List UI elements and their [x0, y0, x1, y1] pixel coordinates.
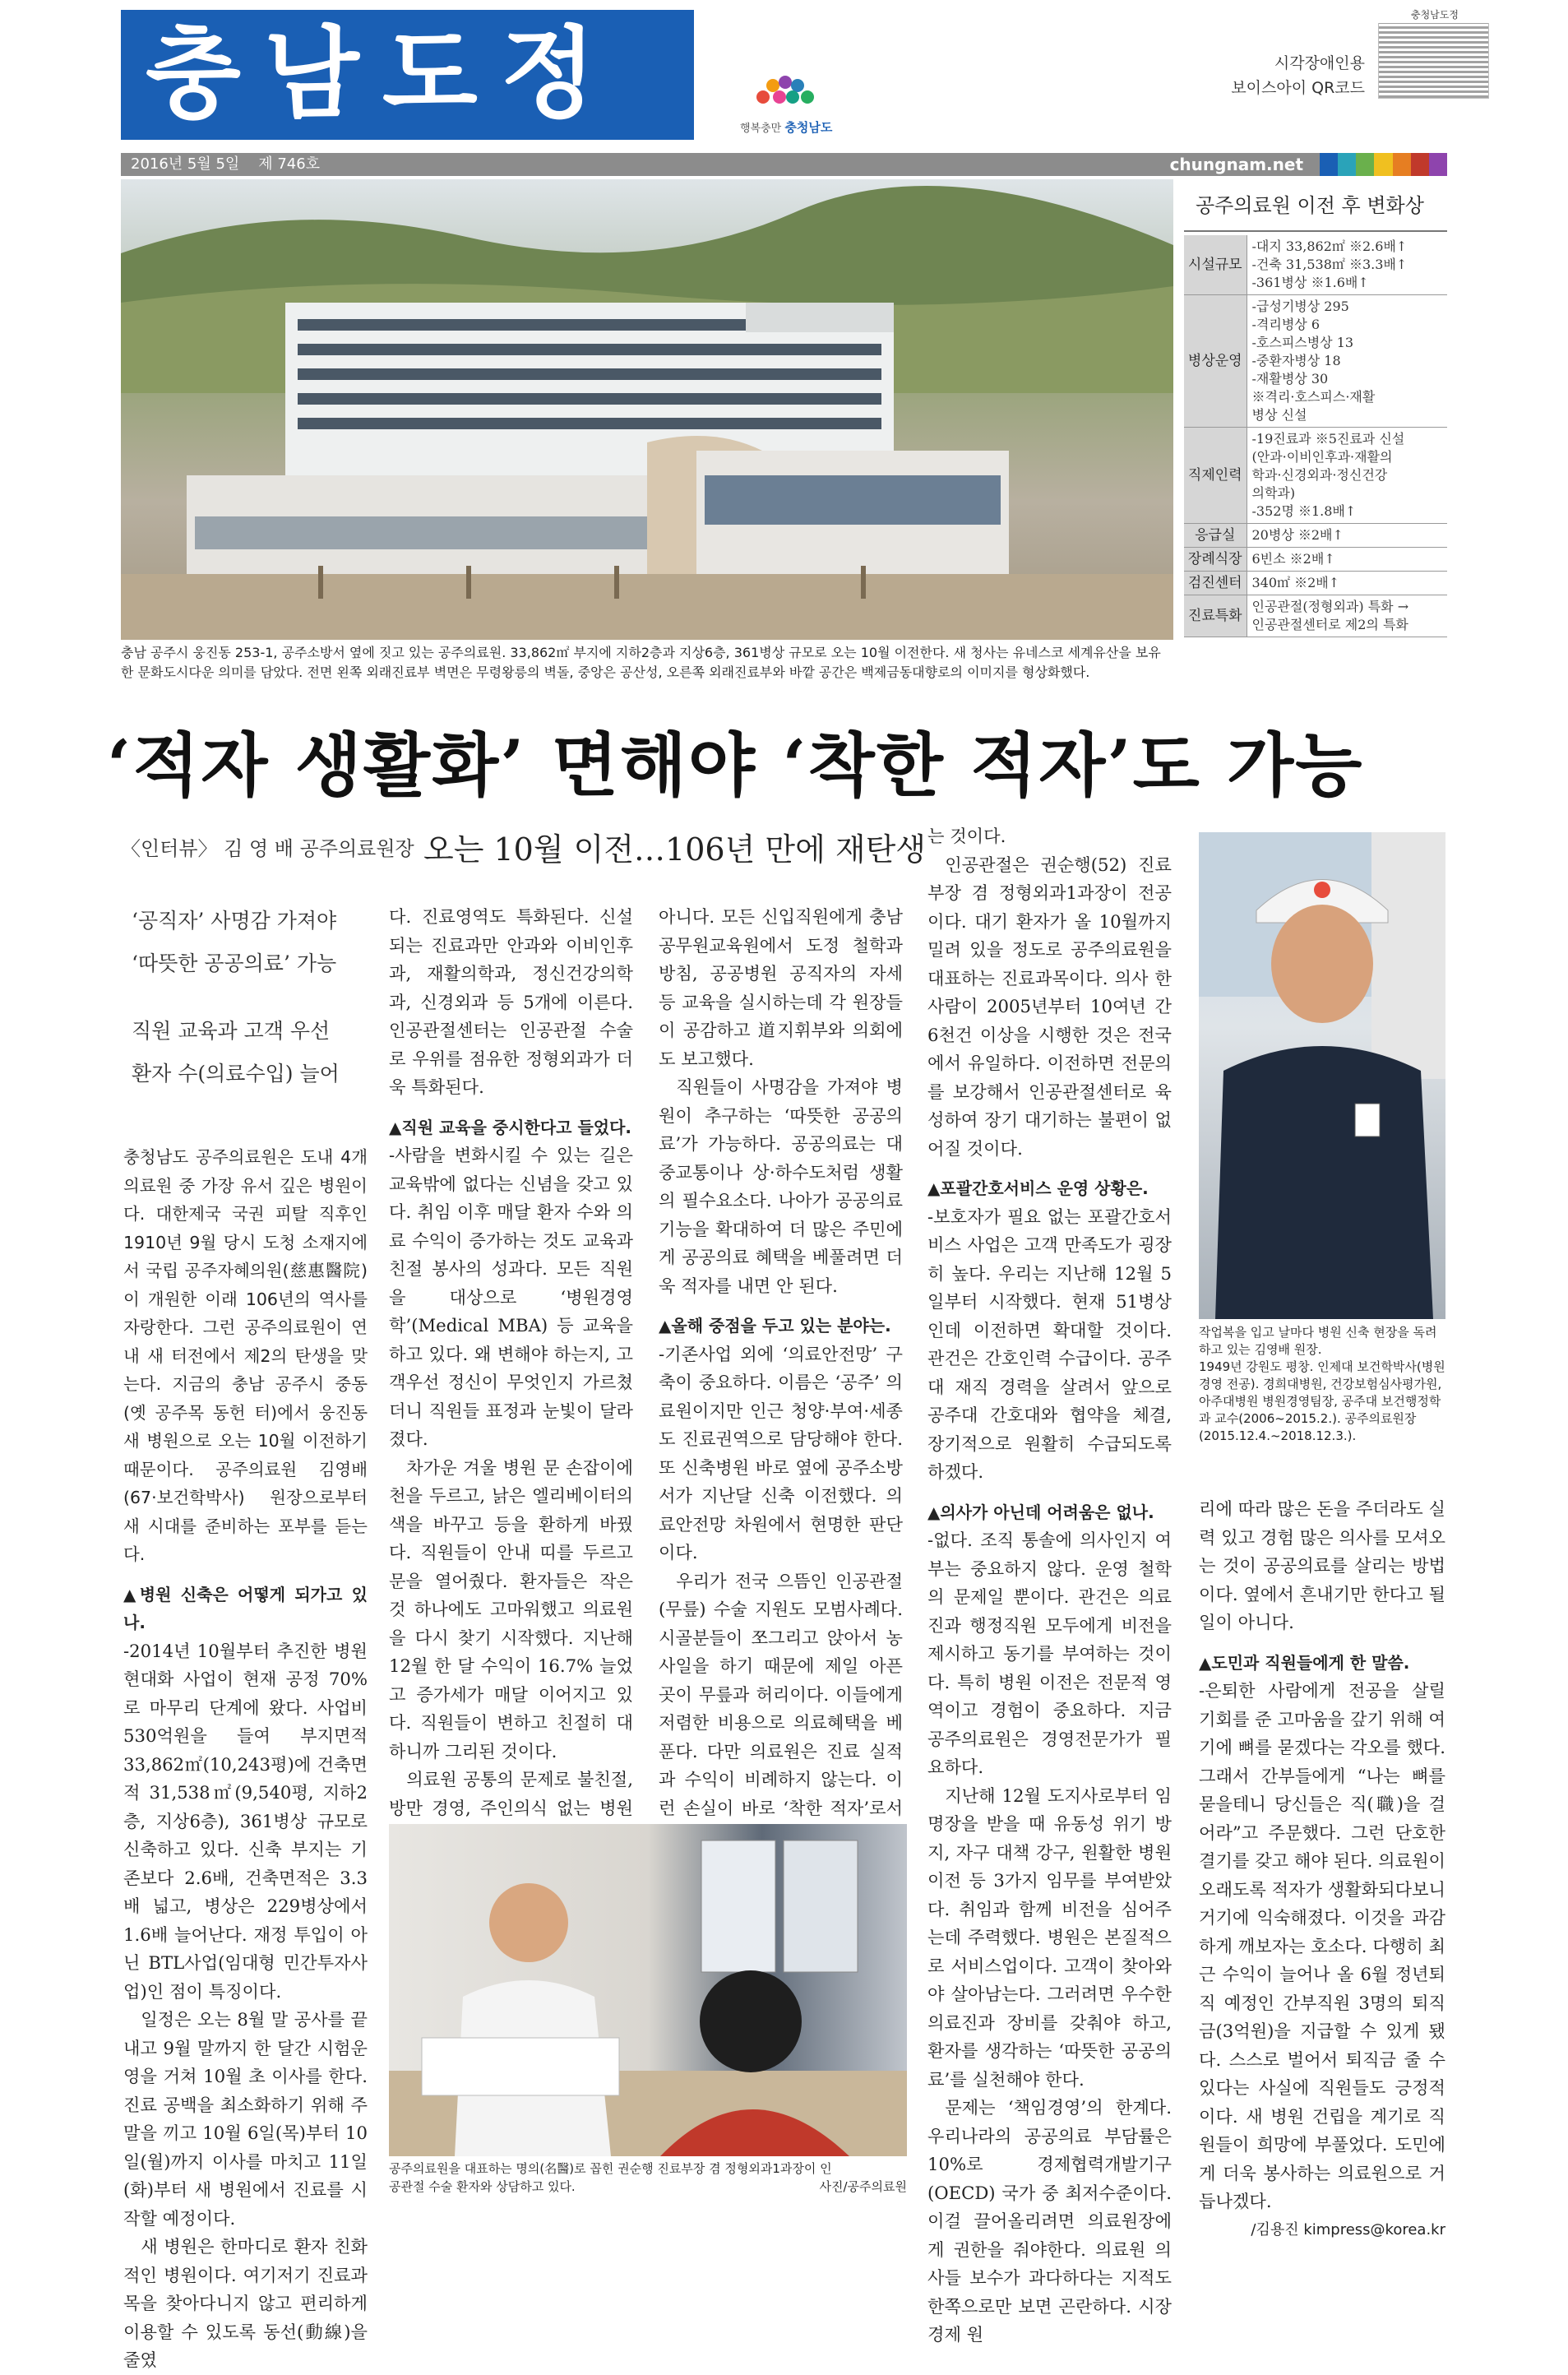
doctor-consultation-photo [389, 1824, 907, 2156]
sidebar-table-row [1184, 235, 1447, 295]
sidebar-table-row [1184, 295, 1447, 428]
sidebar-row-value: -대지 33,862㎡ ※2.6배↑ -건축 31,538㎡ ※3.3배↑ -361병상 ※1.6배↑ [1247, 235, 1447, 295]
article-paragraph: 지난해 12월 도지사로부터 임명장을 받을 때 유동성 위기 방지, 자구 대책 강구, 원활한 병원 이전 등 3가지 임무를 부여받았다. 취임과 함께 비전을 심어주는데 주력했다. 병원은 본질적으로 서비스업이다. 고객이 찾아와야 살아남는다. 그러려면 우수한 의료진과 장비를 갖춰야 하고, 환자를 생각하는 ‘따뜻한 공공의료’를 실천해야 한다. [927, 1785, 1172, 2090]
article-column-5 [1199, 1495, 1445, 2244]
qr-label-line1: 시각장애인용 [1274, 54, 1365, 72]
subheadline: 오는 10월 이전…106년 만에 재탄생 [423, 831, 926, 868]
sidebar-table-row [1184, 572, 1447, 595]
sidebar-row-value: 340㎡ ※2배↑ [1247, 572, 1447, 595]
article-paragraph: 다. 진료영역도 특화된다. 신설되는 진료과만 안과와 이비인후과, 재활의학과, 정신건강의학과, 신경외과 등 5개에 이른다. 인공관절센터는 인공관절 수술로 우위를 점유한 정형외과가 더욱 특화된다. [389, 906, 633, 1097]
sidebar-row-head: 직제인력 [1184, 428, 1247, 524]
sidebar-table-row [1184, 548, 1447, 572]
article-paragraph: 우리가 전국 으뜸인 인공관절(무릎) 수술 지원도 모범사례다. 시골분들이 쪼그리고 앉아서 농사일을 하기 때문에 제일 아픈 곳이 무릎과 허리이다. 이들에게 저렴한 비용으로 의료혜택을 베푼다. 다만 의료원은 진료 실적과 수익이 비례하지 않는다. 이런 손실이 바로 ‘착한 적자’로서 [659, 1570, 903, 1818]
article-paragraph: 는 것이다. [927, 826, 1006, 846]
pull-quote: 직원 교육과 고객 우선 [132, 1019, 331, 1043]
color-swatch [1338, 153, 1356, 176]
tree-logo-icon [756, 76, 814, 113]
pull-quote: ‘공직자’ 사명감 가져야 [132, 909, 337, 933]
interview-answer: -은퇴한 사람에게 전공을 살릴 기회를 준 고마움을 갚기 위해 여기에 뼈를 묻겠다는 각오를 했다. 그래서 간부들에게 “나는 뼈를 묻을테니 당신들은 직(職)을 걸어라”고 주문했다. 그런 단호한 결기를 갖고 해야 된다. 의료원이 오래도록 적자가 생활화되다보니 거기에 익숙해졌다. 이것을 과감하게 깨보자는 호소다. 다행히 최근 수익이 늘어나 올 6월 정년퇴직 예정인 간부직원 3명의 퇴직금(3억원)을 지급할 수 있게 됐다. 스스로 벌어서 퇴직금 줄 수 있다는 사실에 직원들도 긍정적이다. 새 병원 건립을 계기로 직원들이 희망에 부풀었다. 도민에게 더욱 봉사하는 의료원으로 거듭나겠다. [1199, 1680, 1446, 2211]
color-swatch [1374, 153, 1392, 176]
sidebar-table-row [1184, 428, 1447, 524]
sidebar-table-row [1184, 595, 1447, 637]
sidebar-row-value: 20병상 ※2배↑ [1247, 524, 1447, 548]
interview-question: ▲의사가 아닌데 어려움은 없나. [927, 1502, 1154, 1522]
sidebar-row-value: -19진료과 ※5진료과 신설 (안과·이비인후과·재활의 학과·신경외과·정신건강 의학과) -352명 ※1.8배↑ [1247, 428, 1447, 524]
article-paragraph: 아니다. 모든 신입직원에게 충남공무원교육원에서 도정 철학과 방침, 공공병원 공직자의 자세 등 교육을 실시하는데 각 원장들이 공감하고 道지휘부와 의회에도 보고했다. [659, 906, 903, 1069]
inset-photo-caption: 공주의료원을 대표하는 명의(名醫)로 꼽힌 권순행 진료부장 겸 정형외과1과장이 인 공관절 수술 환자와 상담하고 있다. 사진/공주의료원 [389, 2161, 907, 2194]
article-paragraph: 인공관절은 권순행(52) 진료부장 겸 정형외과1과장이 전공이다. 대기 환자가 올 10월까지 밀려 있을 정도로 공주의료원을 대표하는 진료과목이다. 의사 한사람이 2005년부터 10여년 간 6천건 이상을 시행한 것은 전국에서 유일하다. 이전하면 전문의를 보강해서 인공관절센터로 육성하여 장기 대기하는 불편이 없어질 것이다. [927, 854, 1172, 1159]
qr-label-line2: 보이스아이 QR코드 [1231, 79, 1365, 97]
portrait-caption: 작업복을 입고 날마다 병원 신축 현장을 독려하고 있는 김영배 원장. 1949년 강원도 평창. 인제대 보건학박사(병원경영 전공). 경희대병원, 건강보험심사평가원, 아주대병원 병원경영팀장, 공주대 보건행정학과 교수(2006~2015.2.). 공주의료원장(2015.12.4.~2018.12.3.). [1199, 1325, 1445, 1443]
sidebar-row-head: 응급실 [1184, 524, 1247, 548]
masthead-title: 충남도정 [121, 10, 694, 140]
director-portrait-photo [1199, 832, 1445, 1319]
article-paragraph: 새 병원은 한마디로 환자 친화적인 병원이다. 여기저기 진료과목을 찾아다니지 않고 편리하게 이용할 수 있도록 동선(動線)을 줄였 [123, 2236, 368, 2370]
issue-date: 2016년 5월 5일 제 746호 [131, 155, 321, 173]
article-column-1 [123, 1143, 368, 2375]
interview-question: ▲포괄간호서비스 운영 상황은. [927, 1178, 1149, 1198]
interview-answer: -2014년 10월부터 추진한 병원 현대화 사업이 현재 공정 70%로 마무리 단계에 왔다. 사업비 530억원을 들여 부지면적 33,862㎡(10,243평)에 건축면적 31,538㎡(9,540평, 지하2층, 지상6층), 361병상 규모로 신축하고 있다. 신축 부지는 기존보다 2.6배, 건축면적은 3.3배 넓고, 병상은 229병상에서 1.6배 늘어난다. 재정 투입이 아닌 BTL사업(임대형 민간투자사업)인 점이 특징이다. [123, 1640, 368, 2002]
byline: /김용진 kimpress@korea.kr [1251, 2220, 1445, 2238]
sidebar-row-value: 6빈소 ※2배↑ [1247, 548, 1447, 572]
interview-answer: -기존사업 외에 ‘의료안전망’ 구축이 중요하다. 이름은 ‘공주’ 의료원이지만 인근 청양·부여·세종도 진료권역으로 담당해야 한다. 또 신축병원 바로 옆에 공주소방서가 지난달 신축 이전했다. 의료안전망 차원에서 현명한 판단이다. [659, 1343, 903, 1562]
sidebar-table-row [1184, 524, 1447, 548]
color-swatch [1320, 153, 1338, 176]
sidebar-row-head: 진료특화 [1184, 595, 1247, 637]
headline: ‘적자 생활화’ 면해야 ‘착한 적자’도 가능 [107, 725, 1364, 806]
interview-answer: -없다. 조직 통솔에 의사인지 여부는 중요하지 않다. 운영 철학의 문제일 뿐이다. 관건은 의료진과 행정직원 모두에게 비전을 제시하고 동기를 부여하는 것이다. 특히 병원 이전은 전문적 영역이고 경험이 중요하다. 지금 공주의료원은 경영전문가가 필요하다. [927, 1530, 1172, 1777]
article-paragraph: 리에 따라 많은 돈을 주더라도 실력 있고 경험 많은 의사를 모셔오는 것이 공공의료를 살리는 방법이다. 옆에서 흔내기만 한다고 될 일이 아니다. [1199, 1498, 1445, 1632]
interview-question: ▲직원 교육을 중시한다고 들었다. [389, 1117, 632, 1137]
site-url[interactable]: chungnam.net [1169, 155, 1303, 174]
hospital-construction-photo [121, 179, 1173, 640]
color-swatch [1429, 153, 1447, 176]
interview-answer: -사람을 변화시킬 수 있는 길은 교육밖에 없다는 신념을 갖고 있다. 취임 이후 매달 환자 수와 의료 수익이 증가하는 것도 교육과 친절 봉사의 성과다. 모든 직원을 대상으로 ‘병원경영학’(Medical MBA) 등 교육을 하고 있다. 왜 변해야 하는지, 고객우선 정신이 무엇인지 가르쳤더니 직원들 표정과 눈빛이 달라졌다. [389, 1145, 633, 1449]
main-photo-caption: 충남 공주시 웅진동 253-1, 공주소방서 옆에 짓고 있는 공주의료원. 33,862㎡ 부지에 지하2층과 지상6층, 361병상 규모로 오는 10월 이전한다. 새 청사는 유네스코 세계유산을 보유한 문화도시다운 의미를 담았다. 전면 왼쪽 외래진료부 벽면은 무령왕릉의 벽돌, 중앙은 공산성, 오른쪽 외래진료부와 바깥 공간은 백제금동대향로의 이미지를 형상화했다. [121, 645, 1161, 680]
article-column-4 [927, 822, 1172, 2350]
color-swatch [1393, 153, 1411, 176]
article-paragraph: 일정은 오는 8월 말 공사를 끝내고 9월 말까지 한 달간 시험운영을 거쳐 10월 초 이사를 한다. 진료 공백을 최소화하기 위해 주말을 끼고 10월 6일(목)부터 10일(월)까지 이사를 마치고 11일(화)부터 새 병원에서 진료를 시작할 예정이다. [123, 2009, 368, 2229]
sidebar-row-head: 장례식장 [1184, 548, 1247, 572]
article-column-3 [659, 903, 903, 1879]
interview-question: ▲도민과 직원들에게 한 말씀. [1199, 1652, 1410, 1673]
sidebar-row-value: 인공관절(정형외과) 특화 → 인공관절센터로 제2의 특화 [1247, 595, 1447, 637]
sidebar-row-head: 시설규모 [1184, 235, 1247, 295]
qr-label [1135, 51, 1365, 100]
qr-badge: 충청남도정 [1378, 7, 1489, 23]
color-bar [1320, 153, 1447, 176]
logo-slogan: 행복충만 충청남도 [740, 120, 833, 135]
interview-question: ▲병원 신축은 어떻게 되가고 있나. [123, 1584, 368, 1632]
relocation-changes-table [1184, 235, 1447, 637]
article-paragraph: 의료원 공통의 문제로 불친절, 방만 경영, 주인의식 없는 병원 [389, 1769, 633, 1818]
chungnam-logo [740, 76, 833, 141]
pull-quote: 환자 수(의료수입) 늘어 [132, 1062, 340, 1086]
color-swatch [1411, 153, 1429, 176]
dateline-bar [121, 153, 1447, 176]
pull-quote: ‘따뜻한 공공의료’ 가능 [132, 951, 337, 975]
sidebar-row-head: 검진센터 [1184, 572, 1247, 595]
color-swatch [1356, 153, 1374, 176]
sidebar-row-value: -급성기병상 295 -격리병상 6 -호스피스병상 13 -중환자병상 18 -재활병상 30 ※격리·호스피스·재활 병상 신설 [1247, 295, 1447, 428]
article-paragraph: 직원들이 사명감을 가져야 병원이 추구하는 ‘따뜻한 공공의료’가 가능하다. 공공의료는 대중교통이나 상·하수도처럼 생활의 필수요소다. 나아가 공공의료 기능을 확대하여 더 많은 주민에게 공공의료 혜택을 베풀려면 더욱 적자를 내면 안 된다. [659, 1076, 903, 1296]
interview-label: 〈인터뷰〉 김 영 배 공주의료원장 [121, 837, 414, 860]
article-paragraph: 문제는 ‘책임경영’의 한계다. 우리나라의 공공의료 부담률은 10%로 경제협력개발기구(OECD) 국가 중 최저수준이다. 이걸 끌어올리려면 의료원장에게 권한을 줘야한다. 의료원 의사들 보수가 과다하다는 지적도 한쪽으로만 보면 곤란하다. 시장경제 원 [927, 2097, 1172, 2345]
photo-credit: 사진/공주의료원 [819, 2179, 907, 2194]
article-paragraph: 차가운 겨울 병원 문 손잡이에 천을 두르고, 낡은 엘리베이터의 색을 바꾸고 등을 환하게 바꿨다. 직원들이 안내 띠를 두르고 문을 열어줬다. 환자들은 작은 것 하나에도 고마워했고 의료원을 다시 찾기 시작했다. 지난해 12월 한 달 수익이 16.7% 늘었고 증가세가 매달 이어지고 있다. 직원들이 변하고 친절히 대하니까 그리된 것이다. [389, 1456, 633, 1762]
interview-question: ▲올해 중점을 두고 있는 분야는. [659, 1316, 891, 1336]
article-lead: 충청남도 공주의료원은 도내 4개 의료원 중 가장 유서 깊은 병원이다. 대한제국 국권 피탈 직후인 1910년 9월 당시 도청 소재지에서 국립 공주자혜의원(慈惠醫院)이 개원한 이래 106년의 역사를 자랑한다. 그런 공주의료원이 연내 새 터전에서 제2의 탄생을 맞는다. 지금의 충남 공주시 중동(옛 공주목 동헌 터)에서 웅진동 새 병원으로 오는 10월 이전하기 때문이다. 공주의료원 김영배(67·보건학박사) 원장으로부터 새 시대를 준비하는 포부를 듣는다. [123, 1147, 368, 1564]
article-column-2 [389, 903, 633, 1936]
interview-answer: -보호자가 필요 없는 포괄간호서비스 사업은 고객 만족도가 굉장히 높다. 우리는 지난해 12월 5일부터 시작했다. 현재 51병상인데 이전하면 확대할 것이다. 관건은 간호인력 수급이다. 공주대 재직 경력을 살려서 앞으로 공주대 간호대와 협약을 체결, 장기적으로 원활히 수급되도록 하겠다. [927, 1206, 1172, 1482]
sidebar-title: 공주의료원 이전 후 변화상 [1184, 179, 1447, 232]
sidebar-row-head: 병상운영 [1184, 295, 1247, 428]
